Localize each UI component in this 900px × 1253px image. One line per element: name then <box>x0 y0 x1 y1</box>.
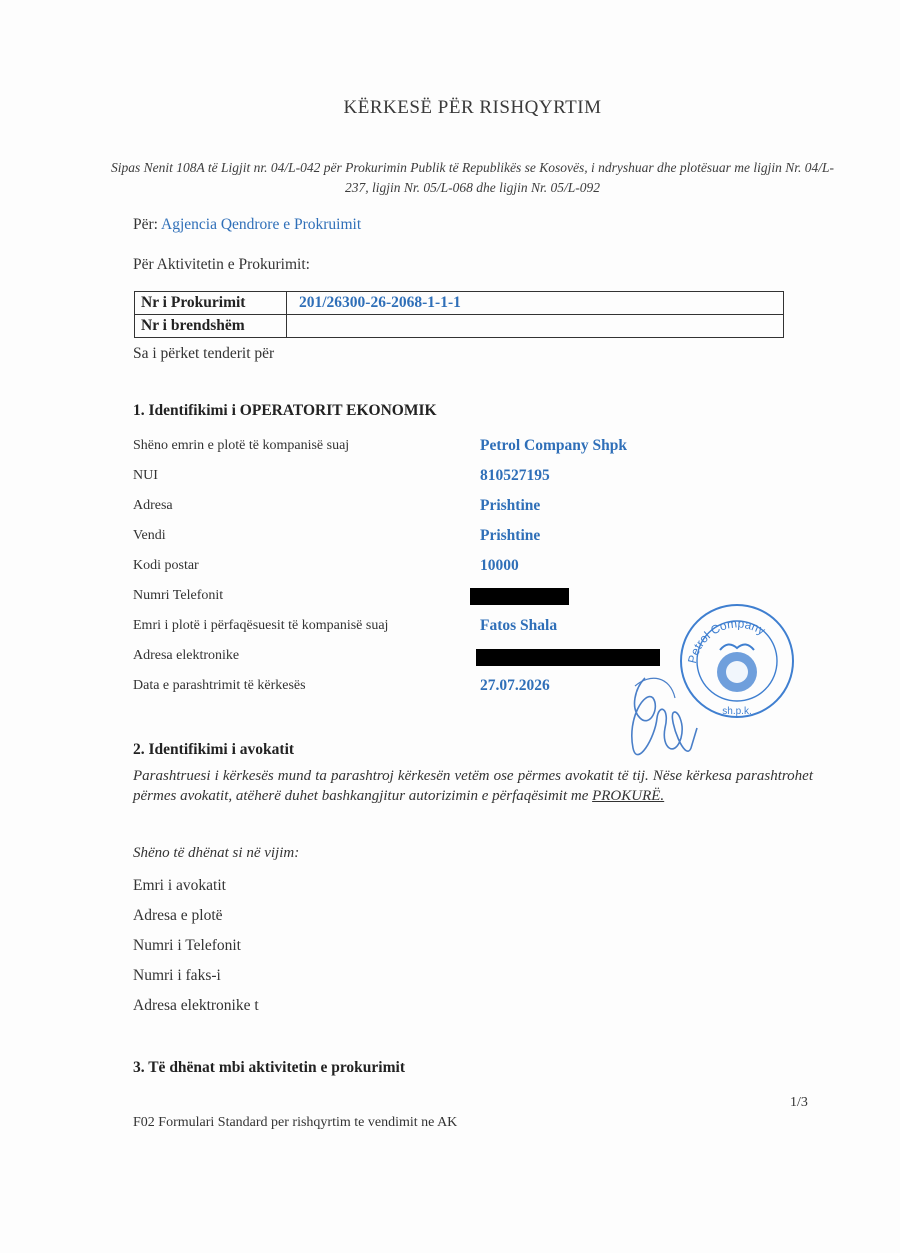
section3-heading: 3. Të dhënat mbi aktivitetin e prokurimit <box>133 1059 405 1076</box>
address-label: Adresa <box>133 498 173 513</box>
legal-basis-subtitle: Sipas Nenit 108A të Ligjit nr. 04/L-042 për Prokurimin Publik të Republikës se Kosovës, i ndryshuar dhe plotësuar me ligjin Nr. 04/L-237, ligjin Nr. 05/L-068 dhe ligjin Nr. 05/L-092 <box>111 160 834 195</box>
instruction-text: Shëno të dhënat si në vijim: <box>133 845 300 861</box>
postal-code-label: Kodi postar <box>133 558 199 573</box>
lawyer-fax-label: Numri i faks-i <box>133 967 221 984</box>
stamp-top-text: Petrol Company <box>685 616 768 665</box>
lawyer-phone-label: Numri i Telefonit <box>133 937 241 954</box>
page-number: 1/3 <box>790 1095 808 1110</box>
table-row <box>135 292 784 315</box>
email-redaction <box>476 649 660 666</box>
phone-label: Numri Telefonit <box>133 588 224 603</box>
city-value: Prishtine <box>480 527 541 544</box>
activity-label: Për Aktivitetin e Prokurimit: <box>133 256 310 273</box>
company-name-value: Petrol Company Shpk <box>480 437 627 454</box>
signature-icon <box>615 668 715 778</box>
representative-label: Emri i plotë i përfaqësuesit të kompanisë suaj <box>133 618 389 633</box>
power-of-attorney-term: PROKURË. <box>592 788 665 804</box>
internal-number-key: Nr i brendshëm <box>135 315 287 338</box>
procurement-number-value: 201/26300-26-2068-1-1-1 <box>287 292 784 315</box>
internal-number-value <box>287 315 784 338</box>
email-label: Adresa elektronike <box>133 648 240 663</box>
lawyer-address-label: Adresa e plotë <box>133 907 223 924</box>
lawyer-name-label: Emri i avokatit <box>133 877 226 894</box>
nui-value: 810527195 <box>480 467 550 484</box>
city-label: Vendi <box>133 528 166 543</box>
submission-date-value: 27.07.2026 <box>480 677 550 694</box>
addressee-line <box>133 216 361 234</box>
procurement-number-key: Nr i Prokurimit <box>135 292 287 315</box>
section2-heading: 2. Identifikimi i avokatit <box>133 741 295 758</box>
tender-label: Sa i përket tenderit për <box>133 345 275 362</box>
document-title: KËRKESË PËR RISHQYRTIM <box>343 97 602 118</box>
addressee-value: Agjencia Qendrore e Prokruimit <box>161 216 362 233</box>
phone-redaction <box>470 588 569 605</box>
address-value: Prishtine <box>480 497 541 514</box>
lawyer-instructions-paragraph <box>133 766 813 806</box>
lawyer-email-label: Adresa elektronike t <box>133 997 259 1014</box>
section1-heading: 1. Identifikimi i OPERATORIT EKONOMIK <box>133 402 437 419</box>
company-name-label: Shëno emrin e plotë të kompanisë suaj <box>133 438 350 453</box>
procurement-table <box>134 291 784 338</box>
stamp-bottom-text: sh.p.k. <box>722 706 752 717</box>
paragraph-text: Parashtruesi i kërkesës mund ta parashtroj kërkesën vetëm ose përmes avokatit të tij. Nëse kërkesa parashtrohet përmes avokatit, atëherë duhet bashkangjitur autorizimin e përfaqësimit me <box>133 768 813 804</box>
postal-code-value: 10000 <box>480 557 519 574</box>
nui-label: NUI <box>133 468 158 483</box>
table-row <box>135 315 784 338</box>
form-footer: F02 Formulari Standard per rishqyrtim te vendimit ne AK <box>133 1115 458 1130</box>
submission-date-label: Data e parashtrimit të kërkesës <box>133 678 306 693</box>
addressee-label: Për: <box>133 216 158 233</box>
representative-value: Fatos Shala <box>480 617 558 634</box>
